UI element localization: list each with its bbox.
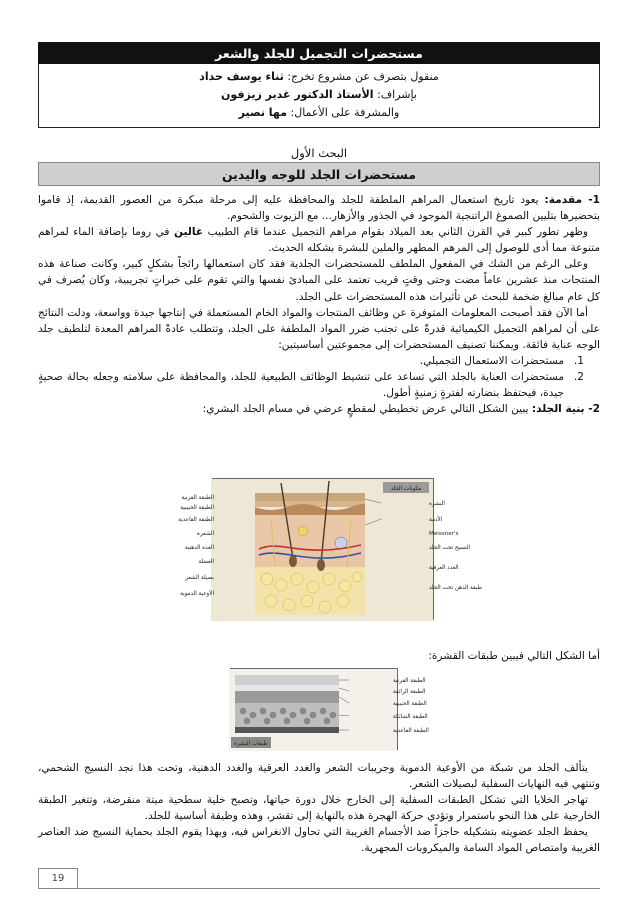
skin-diagram-left-labels [178, 495, 214, 597]
list-item: 1. مستحضرات الاستعمال التجميلي. [419, 354, 584, 367]
diagram-label: الغدة الدهنية [184, 545, 214, 551]
diagram-label: الطبقة الرائقة [393, 689, 426, 695]
diagram-label: الطبقة القرنية [181, 495, 214, 501]
diagram-label: الطبقة الحبيبية [393, 701, 427, 707]
diagram-label: الشعرة [197, 531, 214, 537]
credit-line-3: والمشرفة على الأعمال: مها نصير [238, 106, 400, 119]
page-number: 19 [38, 868, 78, 888]
intro-section [38, 192, 600, 417]
diagram-label: الطبقة القاعدية [393, 728, 429, 734]
intro-paragraph-1: 1- مقدمة: يعود تاريخ استعمال المراهم الملطفة للجلد والمحافظة عليه إلى مرحلة مبكرة من العصور القديمة، إذ قاموا بتحضيرها بتليين الصموغ الراتنجية الموجود في الجذور والأزهار... مع الزيوت والشحوم. [38, 194, 601, 223]
galen-name: غالين [174, 226, 204, 239]
skin-function-section [38, 760, 600, 857]
credit-manager: مها نصير [238, 106, 288, 119]
intro-paragraph-4: أما الآن فقد أصبحت المعلومات المتوفرة عن وظائف المنتجات والمواد الخام المستعملة في إنتاجها جيدة وواسعة، ودلت النتائج على أن لمراهم التجميل الكيميائية قدرةً على تجنب ضرر المواد الملطفة على الجلد، وتتطلب عادةً المراهم المعدة لتلطيف جلد الوجه عناية فائقة. ويمكننا تصنيف المستحضرات إلى مجموعتين أساسيتين: [38, 306, 600, 351]
intro-paragraph-2: وظهر تطور كبير في القرن الثاني بعد الميلاد بقوام مراهم التجميل عندما قام الطبيب غالين في روما بإضافة الماء لمراهم متنوعة مما أدى للوصول إلى المرهم المطهر والملين للبشرة بشكله الحديث. [38, 226, 600, 255]
diagram-label: الغدد العرقية [429, 565, 459, 571]
skin-diagram [178, 478, 483, 620]
layers-caption: أما الشكل التالي فيبين طبقات القشرة: [428, 650, 600, 662]
credit-supervisor: الأستاذ الدكتور غدير زيزفون [221, 88, 374, 101]
diagram-label: Meissner's [429, 531, 459, 537]
credit-line-2: بإشراف: الأستاذ الدكتور غدير زيزفون [221, 88, 417, 101]
list-item: 2. مستحضرات العناية بالجلد التي تساعد على تنشيط الوظائف الطبيعية للجلد، والمحافظة على سلامته وجعله بحالة صحيةٍ جيدة، فيحتفظ بنضارته لفترةٍ زمنيةٍ أطول. [38, 371, 584, 400]
structure-paragraph: 2- بنية الجلد: يبين الشكل التالي عرض تخطيطي لمقطعٍ عرضي في مسام الجلد البشري: [202, 403, 600, 416]
credit-author: ثناء يوسف حداد [199, 70, 284, 83]
diagram-label: الأوعية الدموية [180, 591, 214, 597]
closing-paragraph-1: يتألف الجلد من شبكة من الأوعية الدموية وجريبات الشعر والغدد العرقية والغدد الدهنية، وتحت هذا نجد النسيج الشحمي، وتنتهي فيه النهايات السفلية لبصيلات الشعر. [38, 762, 600, 791]
intro-heading: 1- مقدمة: [544, 194, 601, 206]
skin-diagram-title: مكونات الجلد [390, 486, 422, 492]
document-title: مستحضرات التجميل للجلد والشعر [38, 42, 600, 64]
closing-paragraph-3: يحفظ الجلد عضويته بتشكيله حاجزاً ضد الأجسام الغريبة التي تحاول الانغراس فيه، وبهذا يقوم الجلد بحماية النسيج ضد العناصر الغريبة وامتصاص المواد السامة والميكروبات المجهرية. [38, 826, 600, 855]
epidermis-diagram-title: طبقات البشرة [234, 741, 268, 747]
epidermis-layers-diagram [230, 668, 429, 750]
diagram-label: الطبقة القرنية [393, 678, 426, 684]
intro-paragraph-3: وعلى الرغم من الشك في المفعول الملطف للمستحضرات الجلدية فقد كان استعمالها رائجاً بشكلٍ كبير، وكانت صناعة هذه المنتجات منذ عشرين عاماً مضت وحتى وقتٍ قريب تعتمد على المبادئ نفسها والتي تقوم على خبراتٍ تجريبية، وكان يُصرف في كل عام مبالغ ضخمة للبحث عن تأثيرات هذه المستحضرات على الجلد. [38, 258, 600, 303]
diagram-label: النسيج تحت الجلد [429, 545, 471, 551]
section-title: مستحضرات الجلد للوجه واليدين [38, 162, 600, 186]
diagram-label: بصيلة الشعر [185, 575, 214, 581]
diagram-label: الطبقة القاعدية [178, 517, 214, 523]
diagram-label: الأدمة [429, 517, 443, 523]
structure-heading: 2- بنية الجلد: [531, 403, 600, 416]
credit-line-1: منقول بتصرف عن مشروع تخرج: ثناء يوسف حداد [199, 70, 439, 83]
closing-paragraph-2: تهاجر الخلايا التي تشكل الطبقات السفلية إلى الخارج خلال دورة حياتها، وتصبح خلية سطحية ميتة منقرضة، وتتغير الطبقة الخارجية على هذا النحو باستمرار وتؤدي حركة الهجرة هذه بالنهاية إلى تقشر، وهذه وظيفة أساسية للجلد. [38, 794, 600, 823]
diagram-label: العضلة [198, 559, 214, 565]
diagram-label: الطبقة الحبيبية [180, 505, 214, 511]
diagram-label: البشرة [429, 501, 445, 507]
diagram-label: طبقة الدهن تحت الجلد [429, 585, 483, 591]
credits-box [38, 64, 600, 128]
footer-rule [38, 888, 600, 889]
section-label: البحث الأول [290, 146, 348, 160]
diagram-label: الطبقة الشائكة [393, 714, 428, 720]
